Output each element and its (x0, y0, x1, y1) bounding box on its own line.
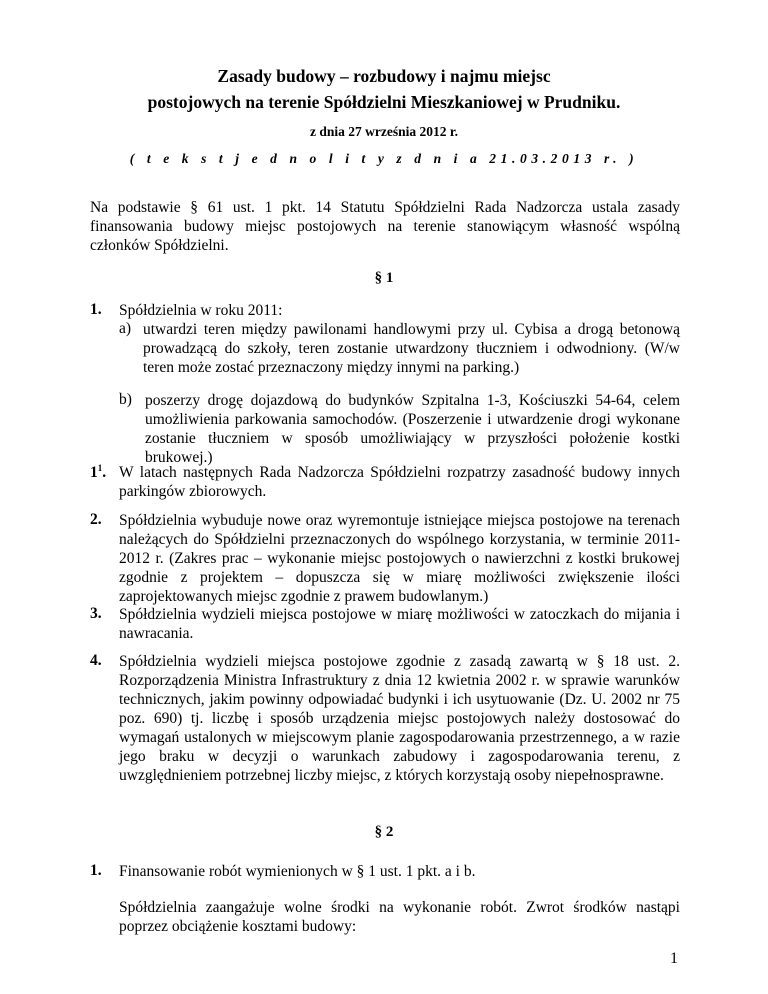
s1-item-1-1-number (90, 463, 106, 482)
s1-item-1b-letter: b) (119, 391, 132, 408)
s1-item-1-1-text: W latach następnych Rada Nadzorcza Spółdzielni rozpatrzy zasadność budowy innych parkingów zbiorowych. (119, 464, 680, 500)
s1-item-3-number: 3. (90, 605, 102, 622)
document-date: z dnia 27 września 2012 r. (310, 124, 458, 139)
document-title-line-2: postojowych na terenie Spółdzielni Mieszkaniowej w Prudniku. (147, 92, 621, 112)
s1-item-1-number: 1. (90, 301, 102, 318)
s1-item-1a-letter: a) (119, 320, 132, 337)
preamble-paragraph: Na podstawie § 61 ust. 1 pkt. 14 Statutu Spółdzielni Rada Nadzorcza ustala zasady finansowania budowy miejsc postojowych na terenie stanowiącym własność wspólną członków Spółdzielni. (90, 199, 680, 254)
s1-item-3-text: Spółdzielnia wydzieli miejsca postojowe w miarę możliwości w zatoczkach do mijania i nawracania. (119, 606, 680, 642)
section-2-heading: § 2 (374, 824, 394, 840)
s2-item-1-number: 1. (90, 862, 102, 879)
s1-item-4-text: Spółdzielnia wydzieli miejsca postojowe zgodnie z zasadą zawartą w § 18 ust. 2. Rozporządzenia Ministra Infrastruktury z dnia 12 kwietnia 2002 r. w sprawie warunków technicznych, jakim powinny odpowiadać budynki i ich usytuowanie (Dz. U. 2002 nr 75 poz. 690) tj. liczbę i sposób urządzenia miejsc postojowych należy dostosować do wymagań ustalonych w miejscowym planie zagospodarowania przestrzennego, a w razie jego braku w decyzji o warunkach zabudowy i zagospodarowania terenu, z uwzględnieniem potrzebnej liczby miejsc, z których korzystają osoby niepełnosprawne. (119, 653, 680, 784)
s1-item-1-text: Spółdzielnia w roku 2011: (119, 302, 283, 319)
s1-item-1-1-dot: . (102, 464, 107, 481)
s2-item-1-paragraph: Spółdzielnia zaangażuje wolne środki na wykonanie robót. Zwrot środków nastąpi poprzez obciążenie kosztami budowy: (119, 899, 680, 935)
s1-item-1a-text: utwardzi teren między pawilonami handlowymi przy ul. Cybisa a drogą betonową prowadzącą do szkoły, teren zostanie utwardzony tłuczniem i odwodniony. (W/w teren może zostać przeznaczony między innymi na parking.) (143, 321, 680, 376)
s1-item-1b-text: poszerzy drogę dojazdową do budynków Szpitalna 1-3, Kościuszki 54-64, celem umożliwienia parkowania samochodów. (Poszerzenie i utwardzenie drogi wykonane zostanie tłuczniem w sposób umożliwiający w przyszłości położenie kostki brukowej.) (145, 392, 680, 466)
page-number: 1 (670, 950, 678, 967)
s2-item-1-text: Finansowanie robót wymienionych w § 1 ust. 1 pkt. a i b. (119, 863, 476, 880)
s1-item-1-1-base: 1 (90, 464, 98, 481)
s1-item-2-number: 2. (90, 511, 102, 528)
consolidated-text-note: ( t e k s t j e d n o l i t y z d n i a 21.03.2013 r. ) (129, 151, 639, 166)
s1-item-4-number: 4. (90, 652, 102, 669)
document-title-line-1: Zasady budowy – rozbudowy i najmu miejsc (217, 66, 551, 86)
s1-item-2-text: Spółdzielnia wybuduje nowe oraz wyremontuje istniejące miejsca postojowe na terenach należących do Spółdzielni przeznaczonych do wspólnego korzystania, w terminie 2011-2012 r. (Zakres prac – wykonanie miejsc postojowych o nawierzchni z kostki brukowej zgodnie z projektem – dopuszcza się w miarę możliwości zwiększenie ilości zaprojektowanych miejsc zgodnie z prawem budowlanym.) (119, 512, 680, 605)
section-1-heading: § 1 (374, 270, 394, 286)
s1-item-1-1-superscript: 1 (97, 463, 103, 473)
